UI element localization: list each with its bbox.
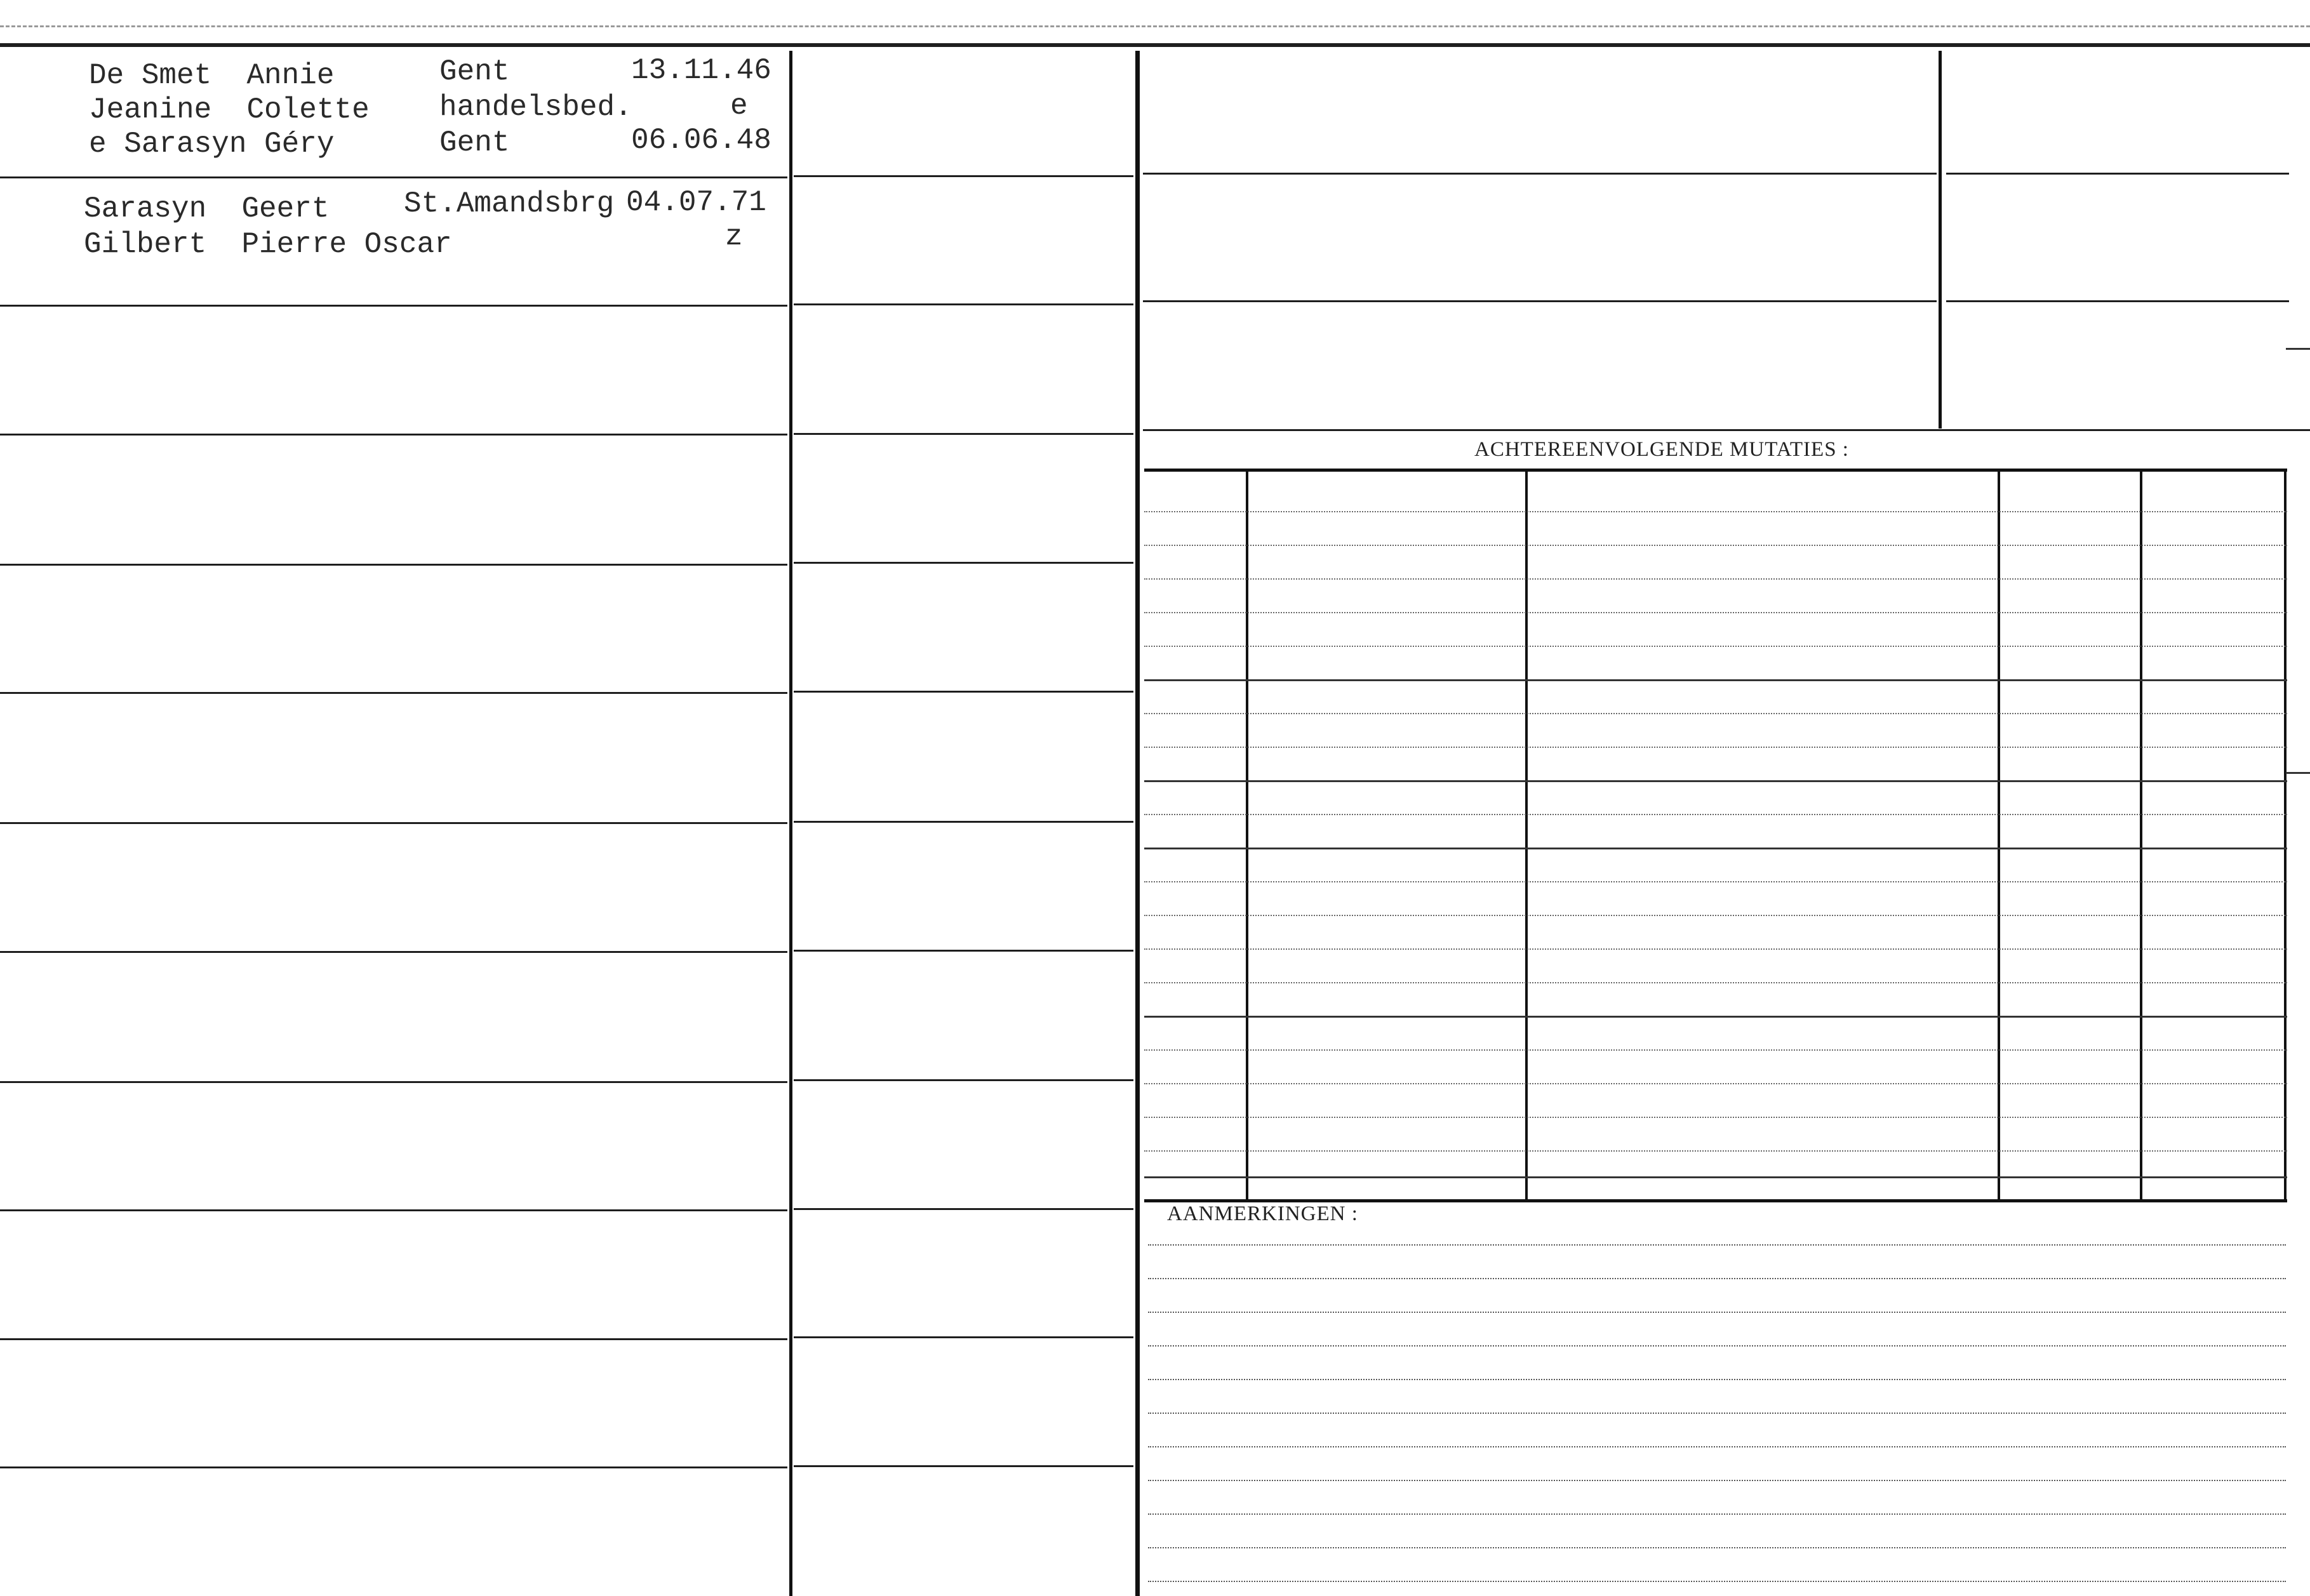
column-divider-right-top bbox=[1939, 51, 1942, 429]
mutations-row-line bbox=[1144, 780, 2287, 782]
row-rule bbox=[794, 691, 1133, 693]
mutations-col-divider bbox=[1998, 472, 2000, 1199]
row-rule bbox=[794, 1336, 1133, 1338]
entry-2-place-1: St.Amandsbrg bbox=[404, 187, 615, 220]
mutations-row-line bbox=[1144, 881, 2287, 882]
remarks-line bbox=[1148, 1480, 2286, 1481]
entry-1-date-2: e bbox=[730, 90, 748, 123]
entry-2-name-line-2: Gilbert Pierre Oscar bbox=[84, 228, 452, 261]
remarks-line bbox=[1148, 1244, 2286, 1246]
mutations-row-line bbox=[1144, 1176, 2287, 1178]
mutations-row-line bbox=[1144, 578, 2287, 580]
entry-1-date-3: 06.06.48 bbox=[631, 124, 771, 157]
mutations-col-divider bbox=[2140, 472, 2142, 1199]
entry-2-date-2: z bbox=[725, 220, 743, 253]
mutations-row-line bbox=[1144, 679, 2287, 681]
remarks-line bbox=[1148, 1345, 2286, 1347]
row-rule bbox=[794, 433, 1133, 435]
mutations-row-line bbox=[1144, 511, 2287, 512]
entry-1-name-line-1: De Smet Annie bbox=[89, 59, 335, 92]
mutations-row-line bbox=[1144, 1117, 2287, 1118]
row-rule bbox=[0, 305, 787, 307]
mutations-row-line bbox=[1144, 646, 2287, 647]
row-rule bbox=[1946, 173, 2289, 175]
edge-tick bbox=[2286, 772, 2310, 774]
mutations-row-line bbox=[1144, 848, 2287, 849]
row-rule bbox=[0, 1209, 787, 1211]
mutations-grid bbox=[1144, 469, 2287, 1202]
mutations-col-divider bbox=[1525, 472, 1528, 1199]
mutations-row-line bbox=[1144, 948, 2287, 950]
row-rule bbox=[0, 1338, 787, 1340]
row-rule bbox=[0, 822, 787, 824]
remarks-line bbox=[1148, 1278, 2286, 1279]
remarks-line bbox=[1148, 1413, 2286, 1414]
mutations-title: ACHTEREENVOLGENDE MUTATIES : bbox=[1474, 438, 1849, 461]
row-rule bbox=[794, 821, 1133, 823]
mutations-row-line bbox=[1144, 915, 2287, 916]
row-rule bbox=[1946, 300, 2289, 302]
row-rule bbox=[0, 176, 787, 178]
mutations-col-divider bbox=[2284, 472, 2287, 1199]
remarks-line bbox=[1148, 1513, 2286, 1515]
row-rule bbox=[0, 692, 787, 694]
column-divider-left bbox=[789, 51, 792, 1596]
entry-1-place-3: Gent bbox=[439, 126, 510, 159]
mutations-row-line bbox=[1144, 1083, 2287, 1084]
mutations-row-line bbox=[1144, 747, 2287, 748]
row-rule bbox=[794, 562, 1133, 564]
row-rule bbox=[794, 303, 1133, 305]
remarks-line bbox=[1148, 1547, 2286, 1548]
row-rule bbox=[0, 564, 787, 566]
row-rule bbox=[794, 1208, 1133, 1210]
mutations-row-line bbox=[1144, 612, 2287, 613]
mutations-row-line bbox=[1144, 982, 2287, 983]
row-rule bbox=[1143, 429, 2310, 431]
entry-2-name-line-1: Sarasyn Geert bbox=[84, 192, 330, 225]
mutations-col-divider bbox=[1246, 472, 1248, 1199]
mutations-row-line bbox=[1144, 1016, 2287, 1018]
entry-2-date-1: 04.07.71 bbox=[626, 186, 766, 219]
row-rule bbox=[794, 175, 1133, 177]
entry-1-place-1: Gent bbox=[439, 55, 510, 88]
row-rule bbox=[1143, 173, 1937, 175]
row-rule bbox=[0, 1081, 787, 1083]
remarks-line bbox=[1148, 1581, 2286, 1582]
remarks-line bbox=[1148, 1446, 2286, 1447]
row-rule bbox=[794, 950, 1133, 952]
remarks-line bbox=[1148, 1379, 2286, 1380]
entry-1-name-line-2: Jeanine Colette bbox=[89, 93, 370, 126]
mutations-row-line bbox=[1144, 1150, 2287, 1152]
row-rule bbox=[794, 1465, 1133, 1467]
entry-1-name-line-3: e Sarasyn Géry bbox=[89, 128, 335, 161]
top-edge bbox=[0, 25, 2310, 27]
mutations-row-line bbox=[1144, 814, 2287, 815]
remarks-title: AANMERKINGEN : bbox=[1167, 1202, 1358, 1225]
row-rule bbox=[0, 434, 787, 436]
column-divider-middle bbox=[1135, 51, 1140, 1596]
row-rule bbox=[0, 951, 787, 953]
entry-1-date-1: 13.11.46 bbox=[631, 54, 771, 87]
row-rule bbox=[1143, 300, 1937, 302]
row-rule bbox=[0, 1466, 787, 1468]
row-rule bbox=[794, 1079, 1133, 1081]
top-rule bbox=[0, 43, 2310, 47]
remarks-line bbox=[1148, 1312, 2286, 1313]
mutations-row-line bbox=[1144, 1049, 2287, 1051]
mutations-row-line bbox=[1144, 545, 2287, 546]
mutations-row-line bbox=[1144, 713, 2287, 714]
entry-1-place-2: handelsbed. bbox=[439, 91, 632, 124]
edge-tick bbox=[2286, 348, 2310, 350]
